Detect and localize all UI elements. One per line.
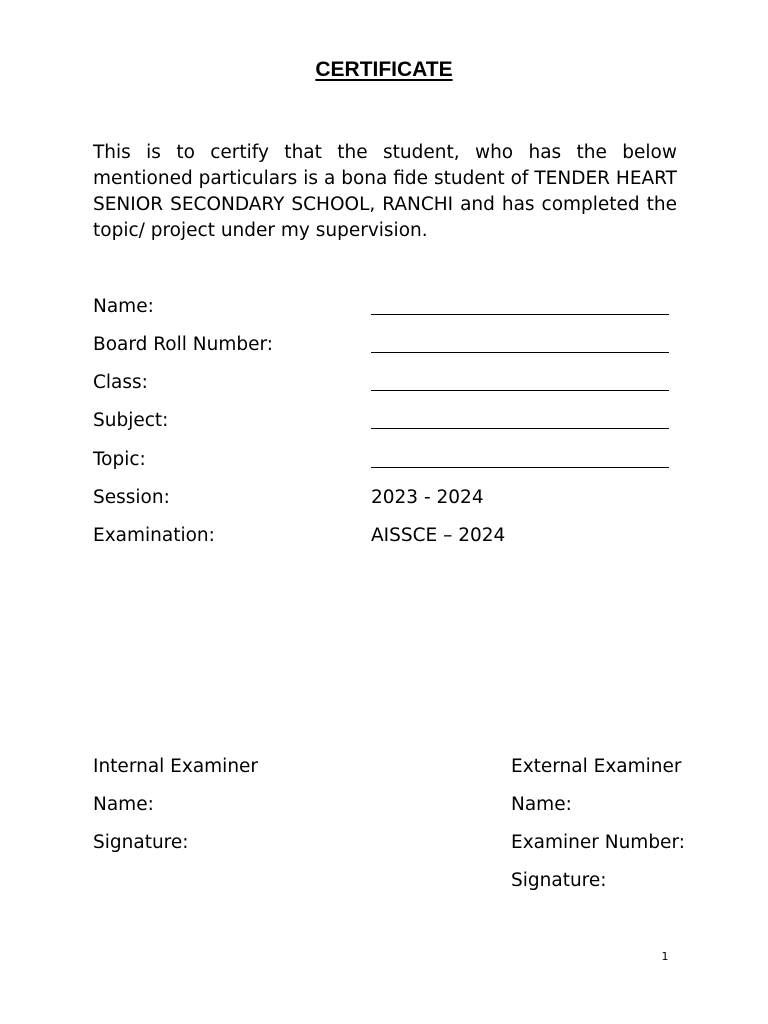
- blank-line: [371, 314, 669, 315]
- field-name: [93, 294, 693, 320]
- field-label: Name:: [93, 296, 154, 317]
- blank-line: [371, 467, 669, 468]
- field-board-roll-number: [93, 332, 693, 358]
- page-title: CERTIFICATE: [315, 58, 453, 81]
- external-examiner-heading: External Examiner: [511, 756, 682, 777]
- field-subject: [93, 408, 693, 434]
- field-label: Class:: [93, 372, 148, 393]
- field-label: Topic:: [93, 449, 146, 470]
- field-topic: [93, 447, 693, 473]
- field-label: Board Roll Number:: [93, 334, 273, 355]
- field-label: Session:: [93, 487, 170, 508]
- blank-line: [371, 352, 669, 353]
- blank-line: [371, 390, 669, 391]
- field-value: AISSCE – 2024: [371, 525, 506, 546]
- certificate-statement: This is to certify that the student, who has the below mentioned particulars is a bona fide student of TENDER HEART SENIOR SECONDARY SCHOOL, RANCHI and has completed the topic/ project under my supervision.: [93, 142, 677, 241]
- page-number: 1: [661, 950, 669, 963]
- external-examiner-signature-label: Signature:: [511, 870, 607, 891]
- field-session: [93, 485, 693, 511]
- field-label: Subject:: [93, 410, 169, 431]
- internal-examiner-signature-label: Signature:: [93, 832, 189, 853]
- internal-examiner-name-label: Name:: [93, 794, 154, 815]
- field-label: Examination:: [93, 525, 215, 546]
- field-examination: [93, 523, 693, 549]
- field-value: 2023 - 2024: [371, 487, 484, 508]
- external-examiner-number-label: Examiner Number:: [511, 832, 685, 853]
- external-examiner-name-label: Name:: [511, 794, 572, 815]
- field-class: [93, 370, 693, 396]
- internal-examiner-heading: Internal Examiner: [93, 756, 259, 777]
- blank-line: [371, 428, 669, 429]
